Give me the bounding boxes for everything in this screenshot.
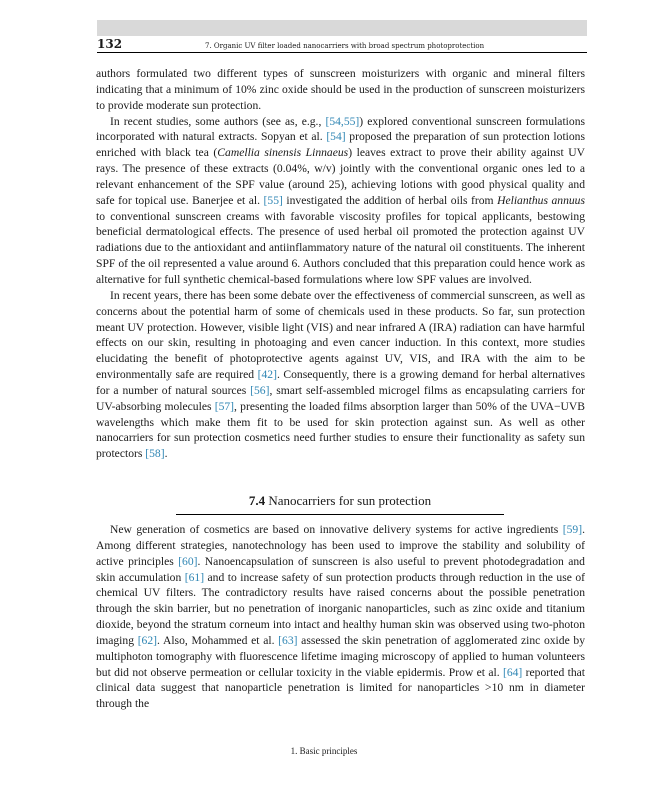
page-number: 132 xyxy=(97,37,123,51)
footer xyxy=(0,746,648,756)
citation-link[interactable]: [58] xyxy=(145,447,165,461)
citation-link[interactable]: [59] xyxy=(562,523,583,536)
footer-text: 1. Basic principles xyxy=(290,746,358,756)
citation-link[interactable]: [64] xyxy=(502,665,523,679)
paragraph xyxy=(96,66,585,114)
text-run: authors formulated two different types of sunscreen moisturizers with organic and mineral filters indicating that a minimum of 10% zinc oxide should be used in the production of sunscreen moisturizers to provide moderate sun protection. xyxy=(96,67,585,112)
text-run: . xyxy=(164,447,168,461)
running-head xyxy=(97,37,587,53)
text-run: , presenting the loaded films absorption larger than 50% of the UVA−UVB wavelengths which make them fit to be used for skin protection against sun. As well as other nanocarriers for sun protection cosmetics need further studies to ensure their functionality as safety sun protectors xyxy=(96,399,585,461)
section-title: Nanocarriers for sun protection xyxy=(268,493,432,508)
text-run: and to increase safety of sun protection products through reduction in the use of chemical UV filters. The contradictory results have raised concerns about the possible penetration through the skin barrier, but no penetration of inorganic nanoparticles, such as zinc oxide and titanium dioxide, beyond the stratum corneum into intact and healthy human skin was observed using two-photon imaging xyxy=(96,570,585,647)
section-body xyxy=(96,522,585,712)
paragraph xyxy=(96,288,585,462)
section-number: 7.4 xyxy=(248,493,266,508)
text-run: . Nanoencapsulation of sunscreen is also useful to prevent photodegradation and skin accumulation xyxy=(96,554,585,584)
text-run: . Among different strategies, nanotechnology has been used to improve the stability and solubility of active principles xyxy=(96,523,585,568)
citation-link[interactable]: [54,55] xyxy=(325,114,360,128)
citation-link[interactable]: [62] xyxy=(137,633,158,647)
citation-link[interactable]: [54] xyxy=(326,130,346,144)
citation-link[interactable]: [55] xyxy=(263,193,283,207)
text-run: ) explored conventional sunscreen formulations incorporated with natural extracts. Sopyan et al. xyxy=(96,114,586,144)
citation-link[interactable]: [63] xyxy=(278,633,298,647)
citation-link[interactable]: [60] xyxy=(178,554,198,568)
text-run: . Also, Mohammed et al. xyxy=(157,633,279,647)
citation-link[interactable]: [56] xyxy=(250,383,270,397)
italic-term: Helianthus annuus xyxy=(497,193,585,207)
paragraph xyxy=(96,522,585,712)
text-run: ) leaves extract to prove their ability against UV rays. The presence of these extracts (0.04%, w/v) jointly with the conventional organic ones led to a relevant enhancement of the SPF value (around 25), achieving lotions with good physical quality and safe for topical use. Banerjee et al. xyxy=(96,146,585,207)
body-text xyxy=(96,66,585,462)
header-band xyxy=(97,20,587,36)
text-run: . Consequently, there is a growing demand for herbal alternatives for a number of natural sources xyxy=(96,368,585,397)
text-run: to conventional sunscreen creams with favorable viscosity profiles for topical applicants, bestowing beneficial dermatological effects. The presence of used herbal oil promoted the protection against UV radiations due to the antioxidant and antiinflammatory nature of the natural oil constituents. The inherent SPF of the oil represented a value around 6. Authors concluded that this preparation could hence work as alternative for full synthetic chemical-based formulations where low SPF values are involved. xyxy=(96,209,585,286)
chapter-title: 7. Organic UV filter loaded nanocarriers with broad spectrum photoprotection xyxy=(205,42,485,50)
citation-link[interactable]: [57] xyxy=(214,399,235,413)
citation-link[interactable]: [42] xyxy=(257,368,277,382)
text-run: proposed the preparation of sun protection lotions enriched with black tea ( xyxy=(96,130,585,160)
text-run: New generation of cosmetics are based on innovative delivery systems for active ingredients xyxy=(110,523,563,536)
text-run: In recent studies, some authors (see as, e.g., xyxy=(110,114,326,128)
text-run: , smart self-assembled microgel films as encapsulating carriers for UV-absorbing molecules xyxy=(96,383,585,413)
italic-term: Camellia sinensis Linnaeus xyxy=(217,146,349,160)
paragraph xyxy=(96,114,585,288)
text-run: investigated the addition of herbal oils from xyxy=(282,193,498,207)
text-run: reported that clinical data suggest that nanoparticle penetration is limited for nanoparticles >10 nm in diameter through the xyxy=(96,665,586,711)
citation-link[interactable]: [61] xyxy=(184,570,205,584)
text-run: In recent years, there has been some debate over the effectiveness of commercial sunscreen, as well as concerns about the potential harm of some of chemicals used in these products. So far, sun protection meant UV protection. However, visible light (VIS) and near infrared A (IRA) radiation can have harmful effects on our skin, resulting in photoaging and even cancer induction. In this context, more studies elucidating the benefit of photoprotective agents against UV, VIS, and IRA with the aim to be environmentally safe are required xyxy=(96,288,585,382)
text-run: assessed the skin penetration of agglomerated zinc oxide by multiphoton tomography with fluorescence lifetime imaging microscopy of applied to human volunteers but did not observe permeation or cellular toxicity in the viable epidermis. Prow et al. xyxy=(96,633,585,679)
section-heading xyxy=(176,492,504,515)
